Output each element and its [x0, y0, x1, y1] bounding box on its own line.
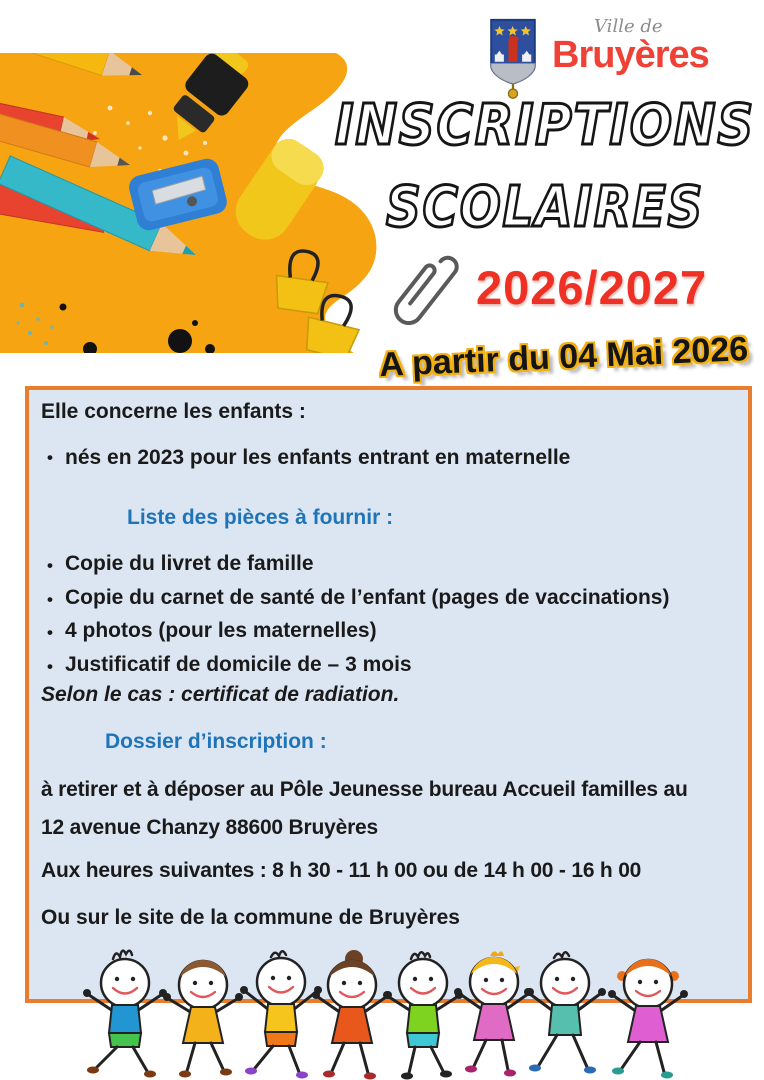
- child-figure: [383, 952, 463, 1079]
- info-box: [25, 386, 752, 1003]
- logo-text: [552, 18, 709, 74]
- opening-hours: Aux heures suivantes : 8 h 30 - 11 h 00 ou de 14 h 00 - 16 h 00: [41, 859, 642, 882]
- school-year: 2026/2027: [476, 261, 708, 314]
- radiation-note: Selon le cas : certificat de radiation.: [41, 683, 400, 706]
- paperclip-icon: [392, 246, 464, 338]
- child-figure: [163, 960, 243, 1078]
- pieces-list: [41, 547, 738, 681]
- children-illustration: [0, 938, 764, 1080]
- website-note: Ou sur le site de la commune de Bruyères: [41, 906, 460, 929]
- dossier-address-line1: à retirer et à déposer au Pôle Jeunesse bureau Accueil familles au: [41, 778, 688, 801]
- child-figure: [312, 950, 392, 1080]
- poster-title: [326, 86, 764, 258]
- piece-item: • Copie du carnet de santé de l’enfant (pages de vaccinations): [41, 581, 738, 615]
- child-figure: [83, 951, 167, 1078]
- title-line-1: INSCRIPTIONS: [335, 93, 755, 158]
- child-figure: [608, 959, 688, 1079]
- piece-item: • Justificatif de domicile de – 3 mois: [41, 648, 738, 682]
- start-date: A partir du 04 Mai 2026: [378, 330, 749, 385]
- child-figure: [524, 952, 606, 1073]
- piece-item: • 4 photos (pour les maternelles): [41, 614, 738, 648]
- dossier-address-line2: 12 avenue Chanzy 88600 Bruyères: [41, 816, 378, 839]
- logo-city-name: Bruyères: [552, 34, 709, 76]
- title-line-2: SCOLAIRES: [386, 175, 704, 240]
- intro-bullet: • nés en 2023 pour les enfants entrant en maternelle: [41, 446, 738, 470]
- logo-ville-de: Ville de: [594, 16, 663, 37]
- dossier-heading: Dossier d’inscription :: [105, 730, 327, 753]
- piece-item: • Copie du livret de famille: [41, 547, 738, 581]
- intro-text: Elle concerne les enfants :: [41, 400, 306, 423]
- intro-list: [41, 446, 738, 470]
- child-figure: [240, 951, 322, 1078]
- child-figure: [454, 951, 534, 1076]
- pieces-heading: Liste des pièces à fournir :: [127, 506, 394, 529]
